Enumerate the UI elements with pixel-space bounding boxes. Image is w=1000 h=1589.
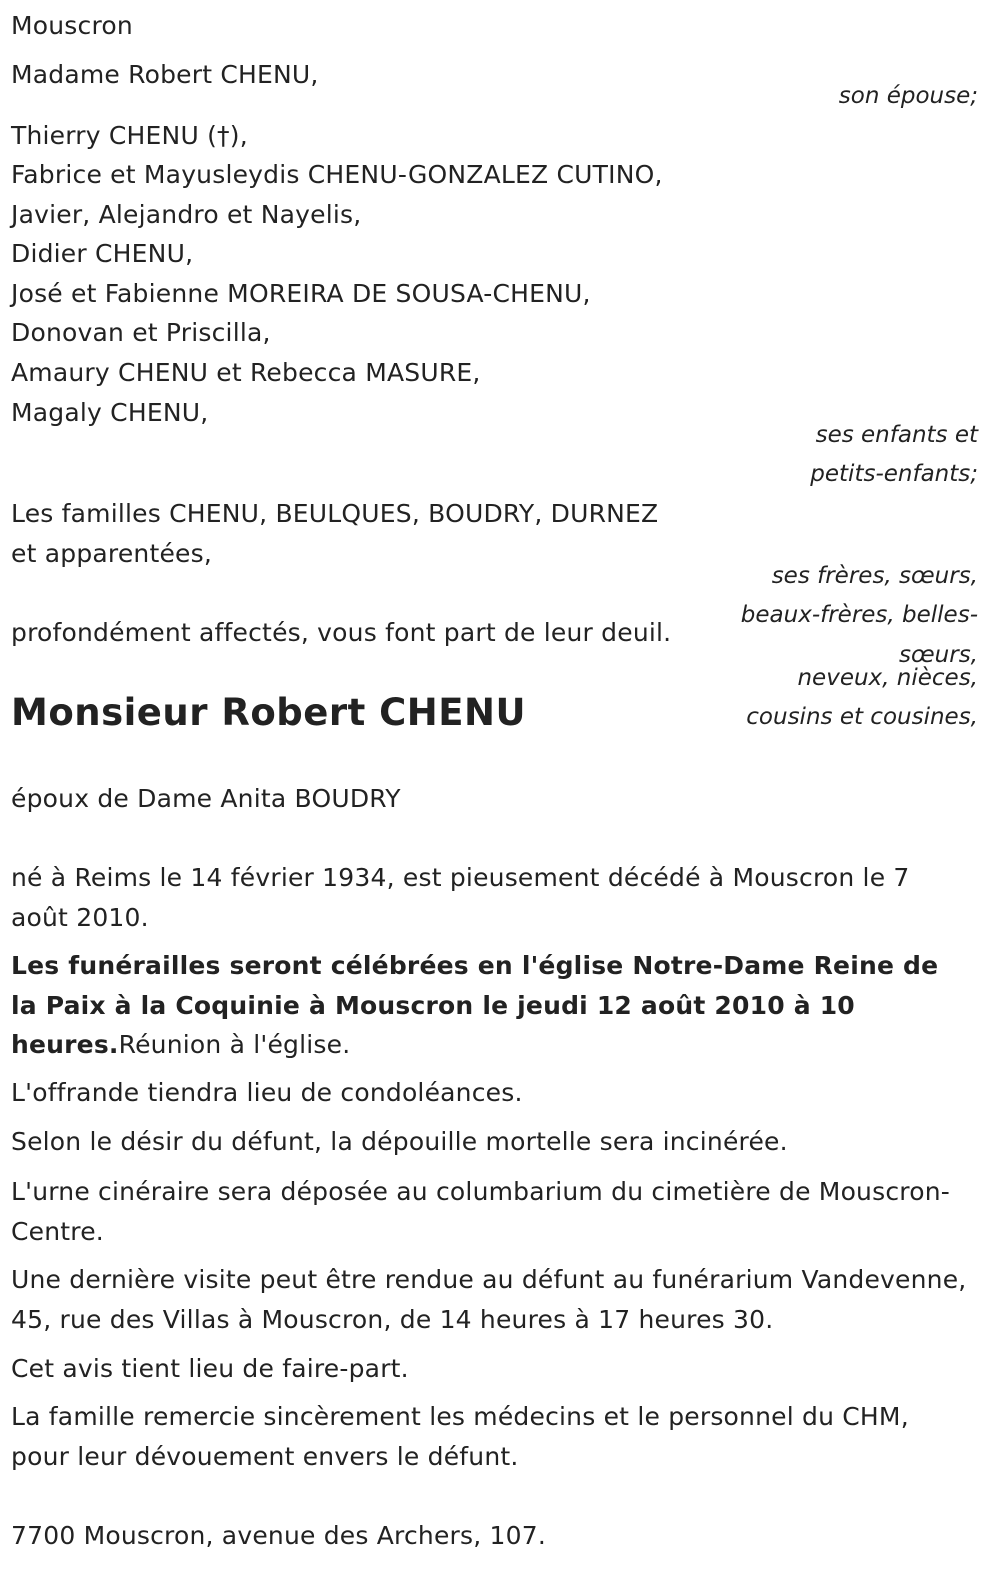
paragraph: Selon le désir du défunt, la dépouille mortelle sera incinérée. xyxy=(11,1127,788,1156)
paragraph: La famille remercie sincèrement les médecins et le personnel du CHM, pour leur dévouement envers le défunt. xyxy=(11,1402,909,1471)
husband-of: époux de Dame Anita BOUDRY xyxy=(11,784,401,813)
funeral-paragraph xyxy=(11,946,971,1065)
paragraph: Une dernière visite peut être rendue au défunt au funérarium Vandevenne, 45, rue des Villas à Mouscron, de 14 heures à 17 heures 30. xyxy=(11,1265,967,1334)
child-line: Amaury CHENU et Rebecca MASURE, xyxy=(11,358,481,387)
deceased-name: Monsieur Robert CHENU xyxy=(11,691,527,734)
paragraph: L'urne cinéraire sera déposée au columbarium du cimetière de Mouscron-Centre. xyxy=(11,1177,950,1246)
child-line: Magaly CHENU, xyxy=(11,398,209,427)
child-line: Javier, Alejandro et Nayelis, xyxy=(11,200,362,229)
spouse-role: son épouse; xyxy=(838,83,978,109)
siblings-role-line: beaux-frères, belles- xyxy=(740,602,978,628)
funeral-meeting: Réunion à l'église. xyxy=(118,1030,351,1059)
paragraph: L'offrande tiendra lieu de condoléances. xyxy=(11,1078,523,1107)
relatives-role-line: cousins et cousines, xyxy=(746,704,978,730)
birth-death: né à Reims le 14 février 1934, est pieusement décédé à Mouscron le 7 août 2010. xyxy=(11,863,910,932)
location-heading: Mouscron xyxy=(11,11,133,40)
child-line: José et Fabienne MOREIRA DE SOUSA-CHENU, xyxy=(11,279,591,308)
child-line: Thierry CHENU (†), xyxy=(11,121,248,150)
siblings-role-line: ses frères, sœurs, xyxy=(771,563,978,589)
spouse-name: Madame Robert CHENU, xyxy=(11,60,319,89)
relatives-role-line: neveux, nièces, xyxy=(797,665,978,691)
address: 7700 Mouscron, avenue des Archers, 107. xyxy=(11,1521,547,1550)
funeral-details: Les funérailles seront célébrées en l'église Notre-Dame Reine de la Paix à la Coquinie à Mouscron le jeudi 12 août 2010 à 10 heures. xyxy=(11,951,939,1059)
announcement: profondément affectés, vous font part de leur deuil. xyxy=(11,618,672,647)
child-line: Fabrice et Mayusleydis CHENU-GONZALEZ CUTINO, xyxy=(11,160,663,189)
child-line: Donovan et Priscilla, xyxy=(11,318,271,347)
families-line: et apparentées, xyxy=(11,539,212,568)
children-role-line: petits-enfants; xyxy=(810,461,978,487)
child-line: Didier CHENU, xyxy=(11,239,194,268)
siblings-role-line: sœurs, xyxy=(899,642,978,668)
children-role-line: ses enfants et xyxy=(815,422,978,448)
paragraph: Cet avis tient lieu de faire-part. xyxy=(11,1354,409,1383)
families-line: Les familles CHENU, BEULQUES, BOUDRY, DURNEZ xyxy=(11,499,659,528)
